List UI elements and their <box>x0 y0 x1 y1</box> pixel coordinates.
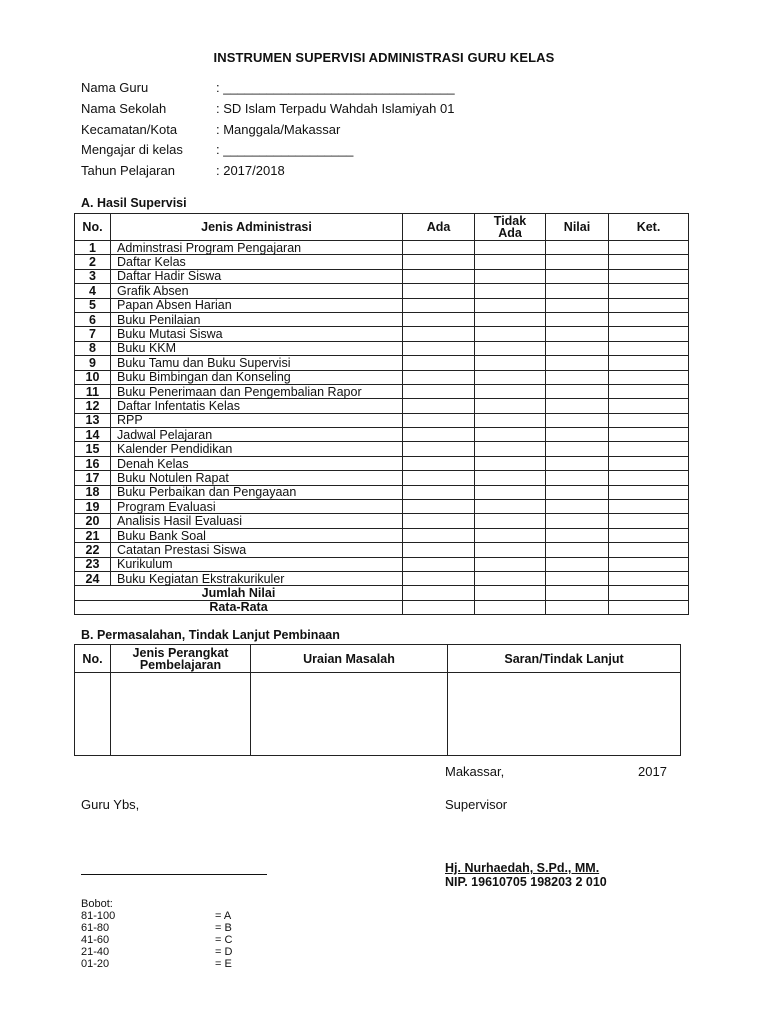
ket-cell[interactable] <box>609 442 689 456</box>
tidak-ada-cell[interactable] <box>475 471 546 485</box>
nilai-cell[interactable] <box>546 356 609 370</box>
row-jenis-administrasi: RPP <box>111 413 403 427</box>
ada-cell[interactable] <box>403 442 475 456</box>
header-ket: Ket. <box>609 214 689 241</box>
bobot-title: Bobot: <box>81 898 113 910</box>
row-number: 7 <box>75 327 111 341</box>
tidak-ada-cell[interactable] <box>475 514 546 528</box>
supervisor-label: Supervisor <box>445 797 508 812</box>
nilai-cell[interactable] <box>546 341 609 355</box>
ket-cell[interactable] <box>609 327 689 341</box>
row-number: 9 <box>75 356 111 370</box>
jumlah-tidak-ada-cell[interactable] <box>475 586 546 600</box>
nilai-cell[interactable] <box>546 528 609 542</box>
table-row <box>75 543 689 557</box>
header-nilai: Nilai <box>546 214 609 241</box>
table-row <box>75 442 689 456</box>
ada-cell[interactable] <box>403 370 475 384</box>
row-jenis-administrasi: Buku Penerimaan dan Pengembalian Rapor <box>111 384 403 398</box>
row-number: 24 <box>75 571 111 585</box>
guru-label: Guru Ybs, <box>81 797 140 812</box>
ket-cell[interactable] <box>609 500 689 514</box>
ket-cell[interactable] <box>609 370 689 384</box>
ada-cell[interactable] <box>403 485 475 499</box>
nilai-cell[interactable] <box>546 456 609 470</box>
row-jenis-administrasi: Denah Kelas <box>111 456 403 470</box>
row-number: 17 <box>75 471 111 485</box>
ada-cell[interactable] <box>403 571 475 585</box>
jumlah-row <box>75 586 689 600</box>
row-jenis-administrasi: Buku Mutasi Siswa <box>111 327 403 341</box>
ada-cell[interactable] <box>403 428 475 442</box>
ada-cell[interactable] <box>403 312 475 326</box>
bobot-grade: = C <box>215 934 233 946</box>
row-jenis-administrasi: Grafik Absen <box>111 284 403 298</box>
tahun-value: : 2017/2018 <box>216 163 285 178</box>
row-number: 6 <box>75 312 111 326</box>
ada-cell[interactable] <box>403 500 475 514</box>
rata-label: Rata-Rata <box>75 600 403 614</box>
no-cell[interactable] <box>75 673 111 756</box>
ket-cell[interactable] <box>609 514 689 528</box>
table-row <box>75 528 689 542</box>
ada-cell[interactable] <box>403 557 475 571</box>
nilai-cell[interactable] <box>546 255 609 269</box>
table-row <box>75 557 689 571</box>
rata-ket-cell[interactable] <box>609 600 689 614</box>
section-b-title: B. Permasalahan, Tindak Lanjut Pembinaan <box>81 628 340 642</box>
tidak-ada-cell[interactable] <box>475 557 546 571</box>
table-row <box>75 471 689 485</box>
table-row <box>75 673 681 756</box>
row-jenis-administrasi: Catatan Prestasi Siswa <box>111 543 403 557</box>
ada-cell[interactable] <box>403 241 475 255</box>
nama-guru-value: : ________________________________ <box>216 80 455 95</box>
header-no: No. <box>75 214 111 241</box>
ada-cell[interactable] <box>403 284 475 298</box>
bobot-range: 01-20 <box>81 958 110 970</box>
nilai-cell[interactable] <box>546 428 609 442</box>
bobot-grade: = D <box>215 946 233 958</box>
hasil-supervisi-table <box>74 213 689 615</box>
tidak-ada-cell[interactable] <box>475 399 546 413</box>
permasalahan-table <box>74 644 681 756</box>
row-number: 2 <box>75 255 111 269</box>
bobot-grade: = A <box>215 910 232 922</box>
header-saran: Saran/Tindak Lanjut <box>448 645 681 673</box>
table-header-row <box>75 645 681 673</box>
ada-cell[interactable] <box>403 543 475 557</box>
table-row <box>75 356 689 370</box>
table-row <box>75 500 689 514</box>
nilai-cell[interactable] <box>546 500 609 514</box>
ket-cell[interactable] <box>609 298 689 312</box>
tidak-ada-cell[interactable] <box>475 370 546 384</box>
ada-cell[interactable] <box>403 269 475 283</box>
row-number: 23 <box>75 557 111 571</box>
table-row <box>75 284 689 298</box>
nilai-cell[interactable] <box>546 370 609 384</box>
row-number: 1 <box>75 241 111 255</box>
ada-cell[interactable] <box>403 528 475 542</box>
nilai-cell[interactable] <box>546 241 609 255</box>
mengajar-label: Mengajar di kelas <box>81 142 183 157</box>
row-jenis-administrasi: Buku KKM <box>111 341 403 355</box>
table-row <box>75 428 689 442</box>
row-jenis-administrasi: Buku Penilaian <box>111 312 403 326</box>
table-row <box>75 384 689 398</box>
table-row <box>75 255 689 269</box>
ket-cell[interactable] <box>609 471 689 485</box>
row-number: 8 <box>75 341 111 355</box>
nama-guru-label: Nama Guru <box>81 80 149 95</box>
place-label: Makassar, <box>445 764 505 779</box>
mengajar-value: : __________________ <box>216 142 354 157</box>
row-number: 12 <box>75 399 111 413</box>
table-row <box>75 241 689 255</box>
saran-cell[interactable] <box>448 673 681 756</box>
ada-cell[interactable] <box>403 356 475 370</box>
row-jenis-administrasi: Buku Notulen Rapat <box>111 471 403 485</box>
row-jenis-administrasi: Jadwal Pelajaran <box>111 428 403 442</box>
tidak-ada-cell[interactable] <box>475 384 546 398</box>
ket-cell[interactable] <box>609 356 689 370</box>
row-jenis-administrasi: Buku Bank Soal <box>111 528 403 542</box>
row-jenis-administrasi: Daftar Infentatis Kelas <box>111 399 403 413</box>
nilai-cell[interactable] <box>546 543 609 557</box>
ket-cell[interactable] <box>609 255 689 269</box>
rata-nilai-cell[interactable] <box>546 600 609 614</box>
bobot-grade: = E <box>215 958 232 970</box>
ada-cell[interactable] <box>403 514 475 528</box>
bobot-range: 81-100 <box>81 910 116 922</box>
kecamatan-label: Kecamatan/Kota <box>81 122 178 137</box>
nilai-cell[interactable] <box>546 384 609 398</box>
tidak-ada-cell[interactable] <box>475 241 546 255</box>
nilai-cell[interactable] <box>546 514 609 528</box>
table-row <box>75 269 689 283</box>
table-row <box>75 327 689 341</box>
row-number: 16 <box>75 456 111 470</box>
tidak-ada-cell[interactable] <box>475 485 546 499</box>
tidak-ada-cell[interactable] <box>475 456 546 470</box>
ada-cell[interactable] <box>403 327 475 341</box>
bobot-range: 61-80 <box>81 922 110 934</box>
bobot-range: 21-40 <box>81 946 110 958</box>
ada-cell[interactable] <box>403 413 475 427</box>
row-number: 20 <box>75 514 111 528</box>
ket-cell[interactable] <box>609 284 689 298</box>
table-row <box>75 341 689 355</box>
row-jenis-administrasi: Kalender Pendidikan <box>111 442 403 456</box>
row-number: 19 <box>75 500 111 514</box>
nilai-cell[interactable] <box>546 298 609 312</box>
header-jenis: Jenis Administrasi <box>111 214 403 241</box>
row-number: 4 <box>75 284 111 298</box>
table-row <box>75 514 689 528</box>
row-jenis-administrasi: Program Evaluasi <box>111 500 403 514</box>
tidak-ada-cell[interactable] <box>475 500 546 514</box>
table-row <box>75 298 689 312</box>
row-jenis-administrasi: Papan Absen Harian <box>111 298 403 312</box>
nama-sekolah-label: Nama Sekolah <box>81 101 167 116</box>
row-number: 21 <box>75 528 111 542</box>
jumlah-ada-cell[interactable] <box>403 586 475 600</box>
row-number: 15 <box>75 442 111 456</box>
row-number: 10 <box>75 370 111 384</box>
row-jenis-administrasi: Buku Kegiatan Ekstrakurikuler <box>111 571 403 585</box>
bobot-grade: = B <box>215 922 232 934</box>
row-jenis-administrasi: Buku Bimbingan dan Konseling <box>111 370 403 384</box>
table-row <box>75 571 689 585</box>
nilai-cell[interactable] <box>546 327 609 341</box>
ket-cell[interactable] <box>609 528 689 542</box>
row-number: 5 <box>75 298 111 312</box>
page-title: INSTRUMEN SUPERVISI ADMINISTRASI GURU KELAS <box>213 50 555 65</box>
ket-cell[interactable] <box>609 456 689 470</box>
table-row <box>75 485 689 499</box>
ada-cell[interactable] <box>403 341 475 355</box>
ket-cell[interactable] <box>609 413 689 427</box>
nilai-cell[interactable] <box>546 471 609 485</box>
nilai-cell[interactable] <box>546 269 609 283</box>
jumlah-label: Jumlah Nilai <box>75 586 403 600</box>
rata-tidak-ada-cell[interactable] <box>475 600 546 614</box>
row-number: 13 <box>75 413 111 427</box>
table-row <box>75 370 689 384</box>
tidak-ada-cell[interactable] <box>475 255 546 269</box>
ada-cell[interactable] <box>403 399 475 413</box>
tidak-ada-cell[interactable] <box>475 356 546 370</box>
section-a-title: A. Hasil Supervisi <box>81 196 187 210</box>
tidak-ada-cell[interactable] <box>475 428 546 442</box>
table-row <box>75 399 689 413</box>
ket-cell[interactable] <box>609 269 689 283</box>
guru-signature-line <box>81 874 267 875</box>
nilai-cell[interactable] <box>546 442 609 456</box>
rata-ada-cell[interactable] <box>403 600 475 614</box>
row-jenis-administrasi: Kurikulum <box>111 557 403 571</box>
table-header-row <box>75 214 689 241</box>
table-row <box>75 413 689 427</box>
ket-cell[interactable] <box>609 428 689 442</box>
tidak-ada-cell[interactable] <box>475 413 546 427</box>
supervisor-nip: NIP. 19610705 198203 2 010 <box>445 875 607 889</box>
jumlah-nilai-cell[interactable] <box>546 586 609 600</box>
year-label: 2017 <box>638 764 667 779</box>
nilai-cell[interactable] <box>546 312 609 326</box>
rata-row <box>75 600 689 614</box>
ket-cell[interactable] <box>609 571 689 585</box>
ada-cell[interactable] <box>403 384 475 398</box>
tidak-ada-cell[interactable] <box>475 312 546 326</box>
table-row <box>75 456 689 470</box>
tidak-ada-cell[interactable] <box>475 269 546 283</box>
tidak-ada-cell[interactable] <box>475 543 546 557</box>
nilai-cell[interactable] <box>546 571 609 585</box>
ket-cell[interactable] <box>609 312 689 326</box>
row-number: 3 <box>75 269 111 283</box>
row-jenis-administrasi: Analisis Hasil Evaluasi <box>111 514 403 528</box>
row-number: 11 <box>75 384 111 398</box>
table-row <box>75 312 689 326</box>
tahun-label: Tahun Pelajaran <box>81 163 175 178</box>
row-number: 18 <box>75 485 111 499</box>
header-jenis-perangkat: Jenis Perangkat Pembelajaran <box>111 645 251 673</box>
ket-cell[interactable] <box>609 543 689 557</box>
supervisor-name: Hj. Nurhaedah, S.Pd., MM. <box>445 861 600 875</box>
tidak-ada-cell[interactable] <box>475 341 546 355</box>
nama-sekolah-value: : SD Islam Terpadu Wahdah Islamiyah 01 <box>216 101 455 116</box>
ket-cell[interactable] <box>609 241 689 255</box>
ket-cell[interactable] <box>609 341 689 355</box>
ket-cell[interactable] <box>609 399 689 413</box>
ada-cell[interactable] <box>403 298 475 312</box>
header-no: No. <box>75 645 111 673</box>
nilai-cell[interactable] <box>546 413 609 427</box>
row-jenis-administrasi: Daftar Hadir Siswa <box>111 269 403 283</box>
nilai-cell[interactable] <box>546 284 609 298</box>
ket-cell[interactable] <box>609 384 689 398</box>
jenis-perangkat-cell[interactable] <box>111 673 251 756</box>
ket-cell[interactable] <box>609 557 689 571</box>
header-uraian: Uraian Masalah <box>251 645 448 673</box>
jumlah-ket-cell[interactable] <box>609 586 689 600</box>
nilai-cell[interactable] <box>546 485 609 499</box>
tidak-ada-cell[interactable] <box>475 298 546 312</box>
row-number: 22 <box>75 543 111 557</box>
header-tidak-ada: Tidak Ada <box>475 214 546 241</box>
uraian-cell[interactable] <box>251 673 448 756</box>
ada-cell[interactable] <box>403 255 475 269</box>
header-ada: Ada <box>403 214 475 241</box>
row-jenis-administrasi: Buku Tamu dan Buku Supervisi <box>111 356 403 370</box>
row-jenis-administrasi: Buku Perbaikan dan Pengayaan <box>111 485 403 499</box>
kecamatan-value: : Manggala/Makassar <box>216 122 341 137</box>
ket-cell[interactable] <box>609 485 689 499</box>
ada-cell[interactable] <box>403 471 475 485</box>
nilai-cell[interactable] <box>546 557 609 571</box>
tidak-ada-cell[interactable] <box>475 284 546 298</box>
tidak-ada-cell[interactable] <box>475 442 546 456</box>
tidak-ada-cell[interactable] <box>475 528 546 542</box>
ada-cell[interactable] <box>403 456 475 470</box>
tidak-ada-cell[interactable] <box>475 327 546 341</box>
row-number: 14 <box>75 428 111 442</box>
bobot-range: 41-60 <box>81 934 110 946</box>
tidak-ada-cell[interactable] <box>475 571 546 585</box>
nilai-cell[interactable] <box>546 399 609 413</box>
row-jenis-administrasi: Daftar Kelas <box>111 255 403 269</box>
row-jenis-administrasi: Adminstrasi Program Pengajaran <box>111 241 403 255</box>
